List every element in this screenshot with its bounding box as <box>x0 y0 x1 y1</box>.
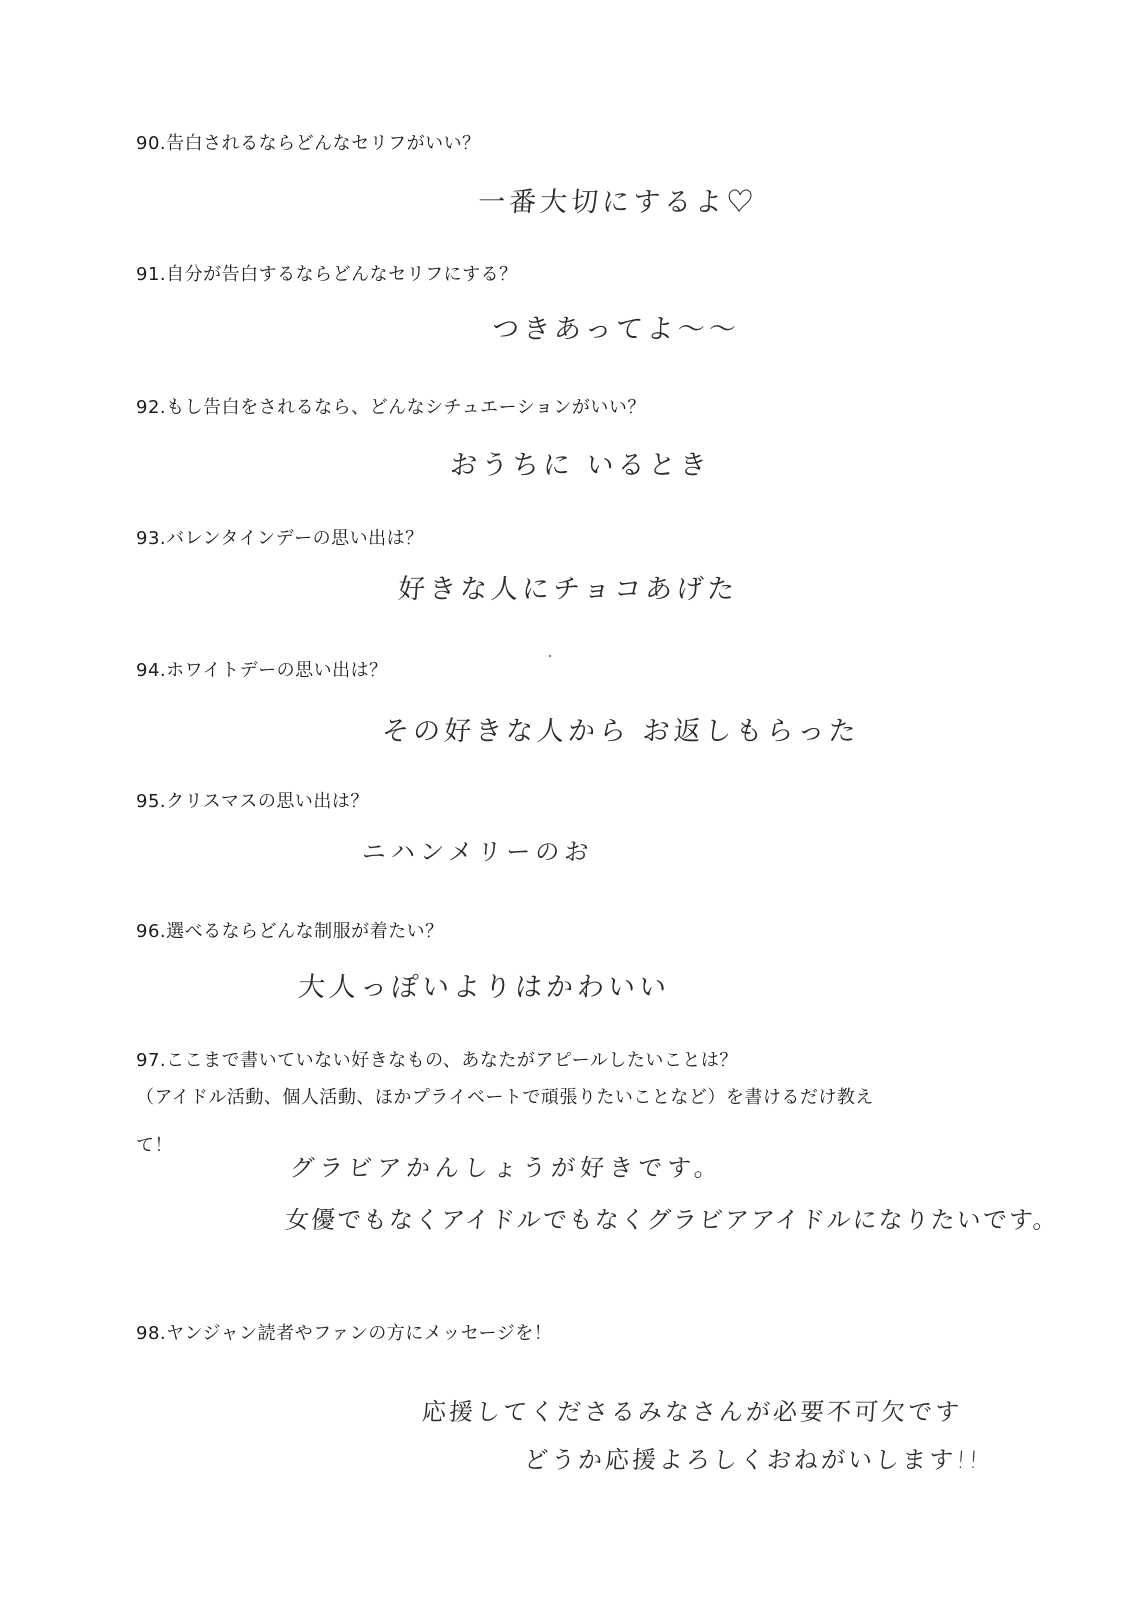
question-96: 96.選べるならどんな制服が着たい？ <box>136 921 444 942</box>
question-93: 93.バレンタインデーの思い出は？ <box>136 528 424 549</box>
answer-98-line-2: どうか応援よろしくおねがいします!! <box>523 1446 983 1474</box>
question-95: 95.クリスマスの思い出は？ <box>136 791 369 812</box>
answer-91: つきあってよ〜〜 <box>490 314 741 345</box>
question-91: 91.自分が告白するならどんなセリフにする？ <box>136 264 518 285</box>
answer-98-line-1: 応援してくださるみなさんが必要不可欠です <box>421 1398 963 1426</box>
question-98: 98.ヤンジャン読者やファンの方にメッセージを！ <box>136 1323 553 1344</box>
question-90: 90.告白されるならどんなセリフがいい？ <box>136 133 481 154</box>
question-97-line-3: て！ <box>136 1135 173 1156</box>
answer-93: 好きな人にチョコあげた <box>396 574 740 605</box>
answer-96: 大人っぽいよりはかわいい <box>296 972 672 1003</box>
answer-94: その好きな人から お返しもらった <box>380 716 861 747</box>
answer-90: 一番大切にするよ♡ <box>476 187 759 218</box>
answer-95: ニハンメリーのお <box>361 838 595 866</box>
question-97-line-1: 97.ここまで書いていない好きなもの、あなたがアピールしたいことは？ <box>136 1050 738 1071</box>
question-94: 94.ホワイトデーの思い出は？ <box>136 660 388 681</box>
stray-mark <box>549 655 551 657</box>
answer-97-line-1: グラビアかんしょうが好きです。 <box>289 1154 725 1182</box>
question-97-line-2: （アイドル活動、個人活動、ほかプライベートで頑張りたいことなど）を書けるだけ教え <box>136 1087 874 1108</box>
answer-92: おうちに いるとき <box>448 450 712 481</box>
question-92: 92.もし告白をされるなら、どんなシチュエーションがいい？ <box>136 397 646 418</box>
answer-97-line-2: 女優でもなくアイドルでもなくグラビアアイドルになりたいです。 <box>284 1206 1060 1234</box>
